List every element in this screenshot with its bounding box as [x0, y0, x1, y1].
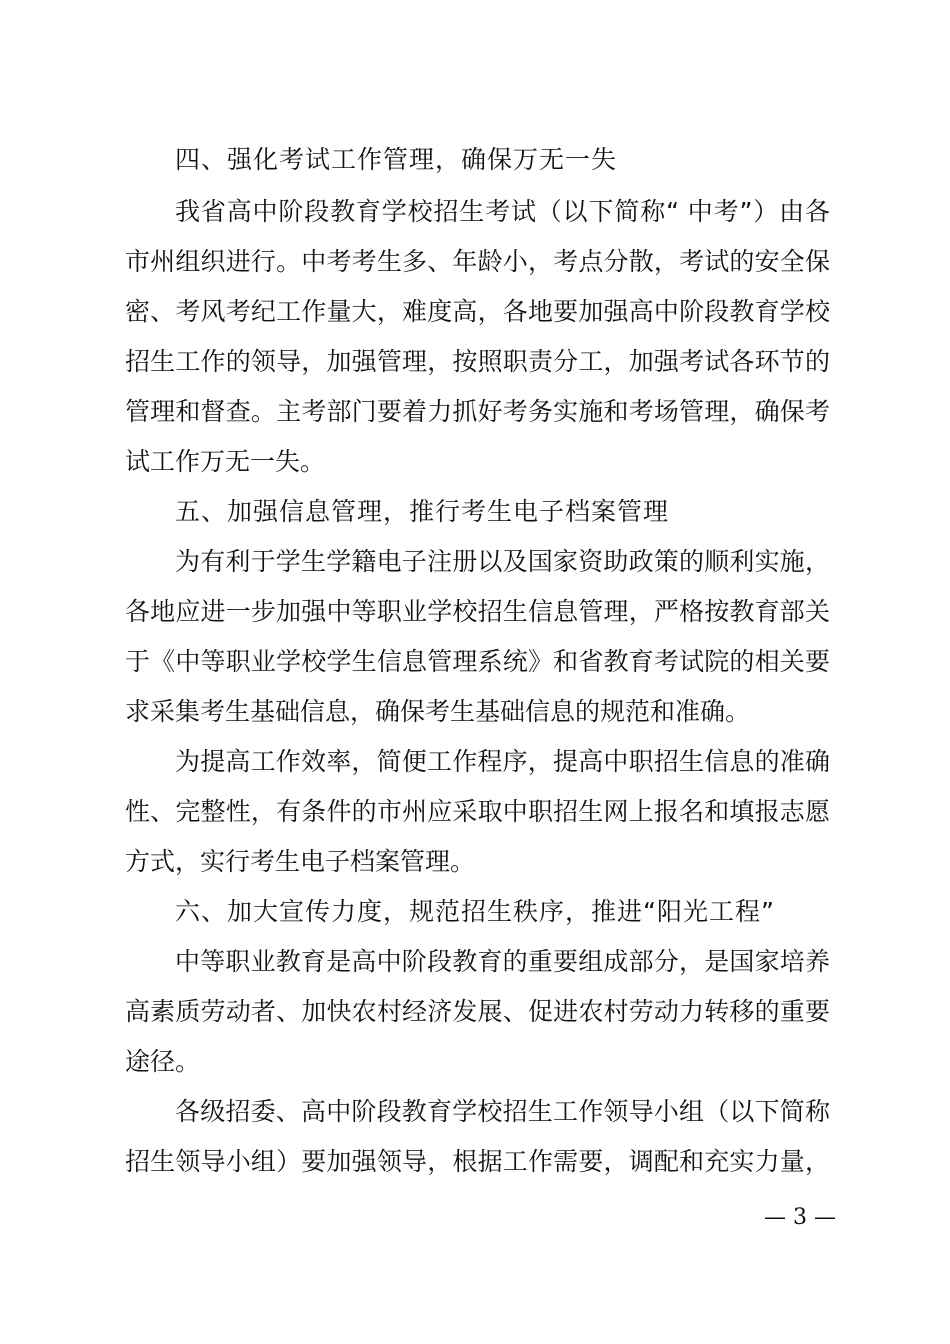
section-heading-4: 四、强化考试工作管理，确保万无一失: [175, 145, 618, 174]
paragraph-line: 为提高工作效率，简便工作程序，提高中职招生信息的准确: [175, 747, 830, 776]
paragraph-line: 我省高中阶段教育学校招生考试（以下简称“ 中考”）由各: [175, 197, 830, 226]
paragraph-line: 高素质劳动者、加快农村经济发展、促进农村劳动力转移的重要: [125, 997, 830, 1026]
paragraph-line: 招生领导小组）要加强领导，根据工作需要，调配和充实力量，: [125, 1147, 830, 1176]
paragraph-line: 各级招委、高中阶段教育学校招生工作领导小组（以下简称: [175, 1097, 830, 1126]
paragraph-line: 市州组织进行。中考考生多、年龄小，考点分散，考试的安全保: [125, 247, 830, 276]
paragraph-line: 试工作万无一失。: [125, 447, 326, 476]
paragraph-line: 各地应进一步加强中等职业学校招生信息管理，严格按教育部关: [125, 597, 830, 626]
paragraph-line: 方式，实行考生电子档案管理。: [125, 847, 476, 876]
page-number: — 3 —: [764, 1205, 836, 1230]
paragraph-line: 为有利于学生学籍电子注册以及国家资助政策的顺利实施，: [175, 547, 830, 576]
section-heading-6: 六、加大宣传力度，规范招生秩序，推进“阳光工程”: [175, 897, 775, 926]
paragraph-line: 密、考风考纪工作量大，难度高，各地要加强高中阶段教育学校: [125, 297, 830, 326]
paragraph-line: 于《中等职业学校学生信息管理系统》和省教育考试院的相关要: [125, 647, 830, 676]
paragraph-line: 性、完整性，有条件的市州应采取中职招生网上报名和填报志愿: [125, 797, 830, 826]
paragraph-line: 管理和督查。主考部门要着力抓好考务实施和考场管理，确保考: [125, 397, 830, 426]
paragraph-line: 招生工作的领导，加强管理，按照职责分工，加强考试各环节的: [125, 347, 830, 376]
paragraph-line: 中等职业教育是高中阶段教育的重要组成部分，是国家培养: [175, 947, 830, 976]
paragraph-line: 途径。: [125, 1047, 201, 1076]
paragraph-line: 求采集考生基础信息，确保考生基础信息的规范和准确。: [125, 697, 751, 726]
section-heading-5: 五、加强信息管理，推行考生电子档案管理: [175, 497, 670, 526]
